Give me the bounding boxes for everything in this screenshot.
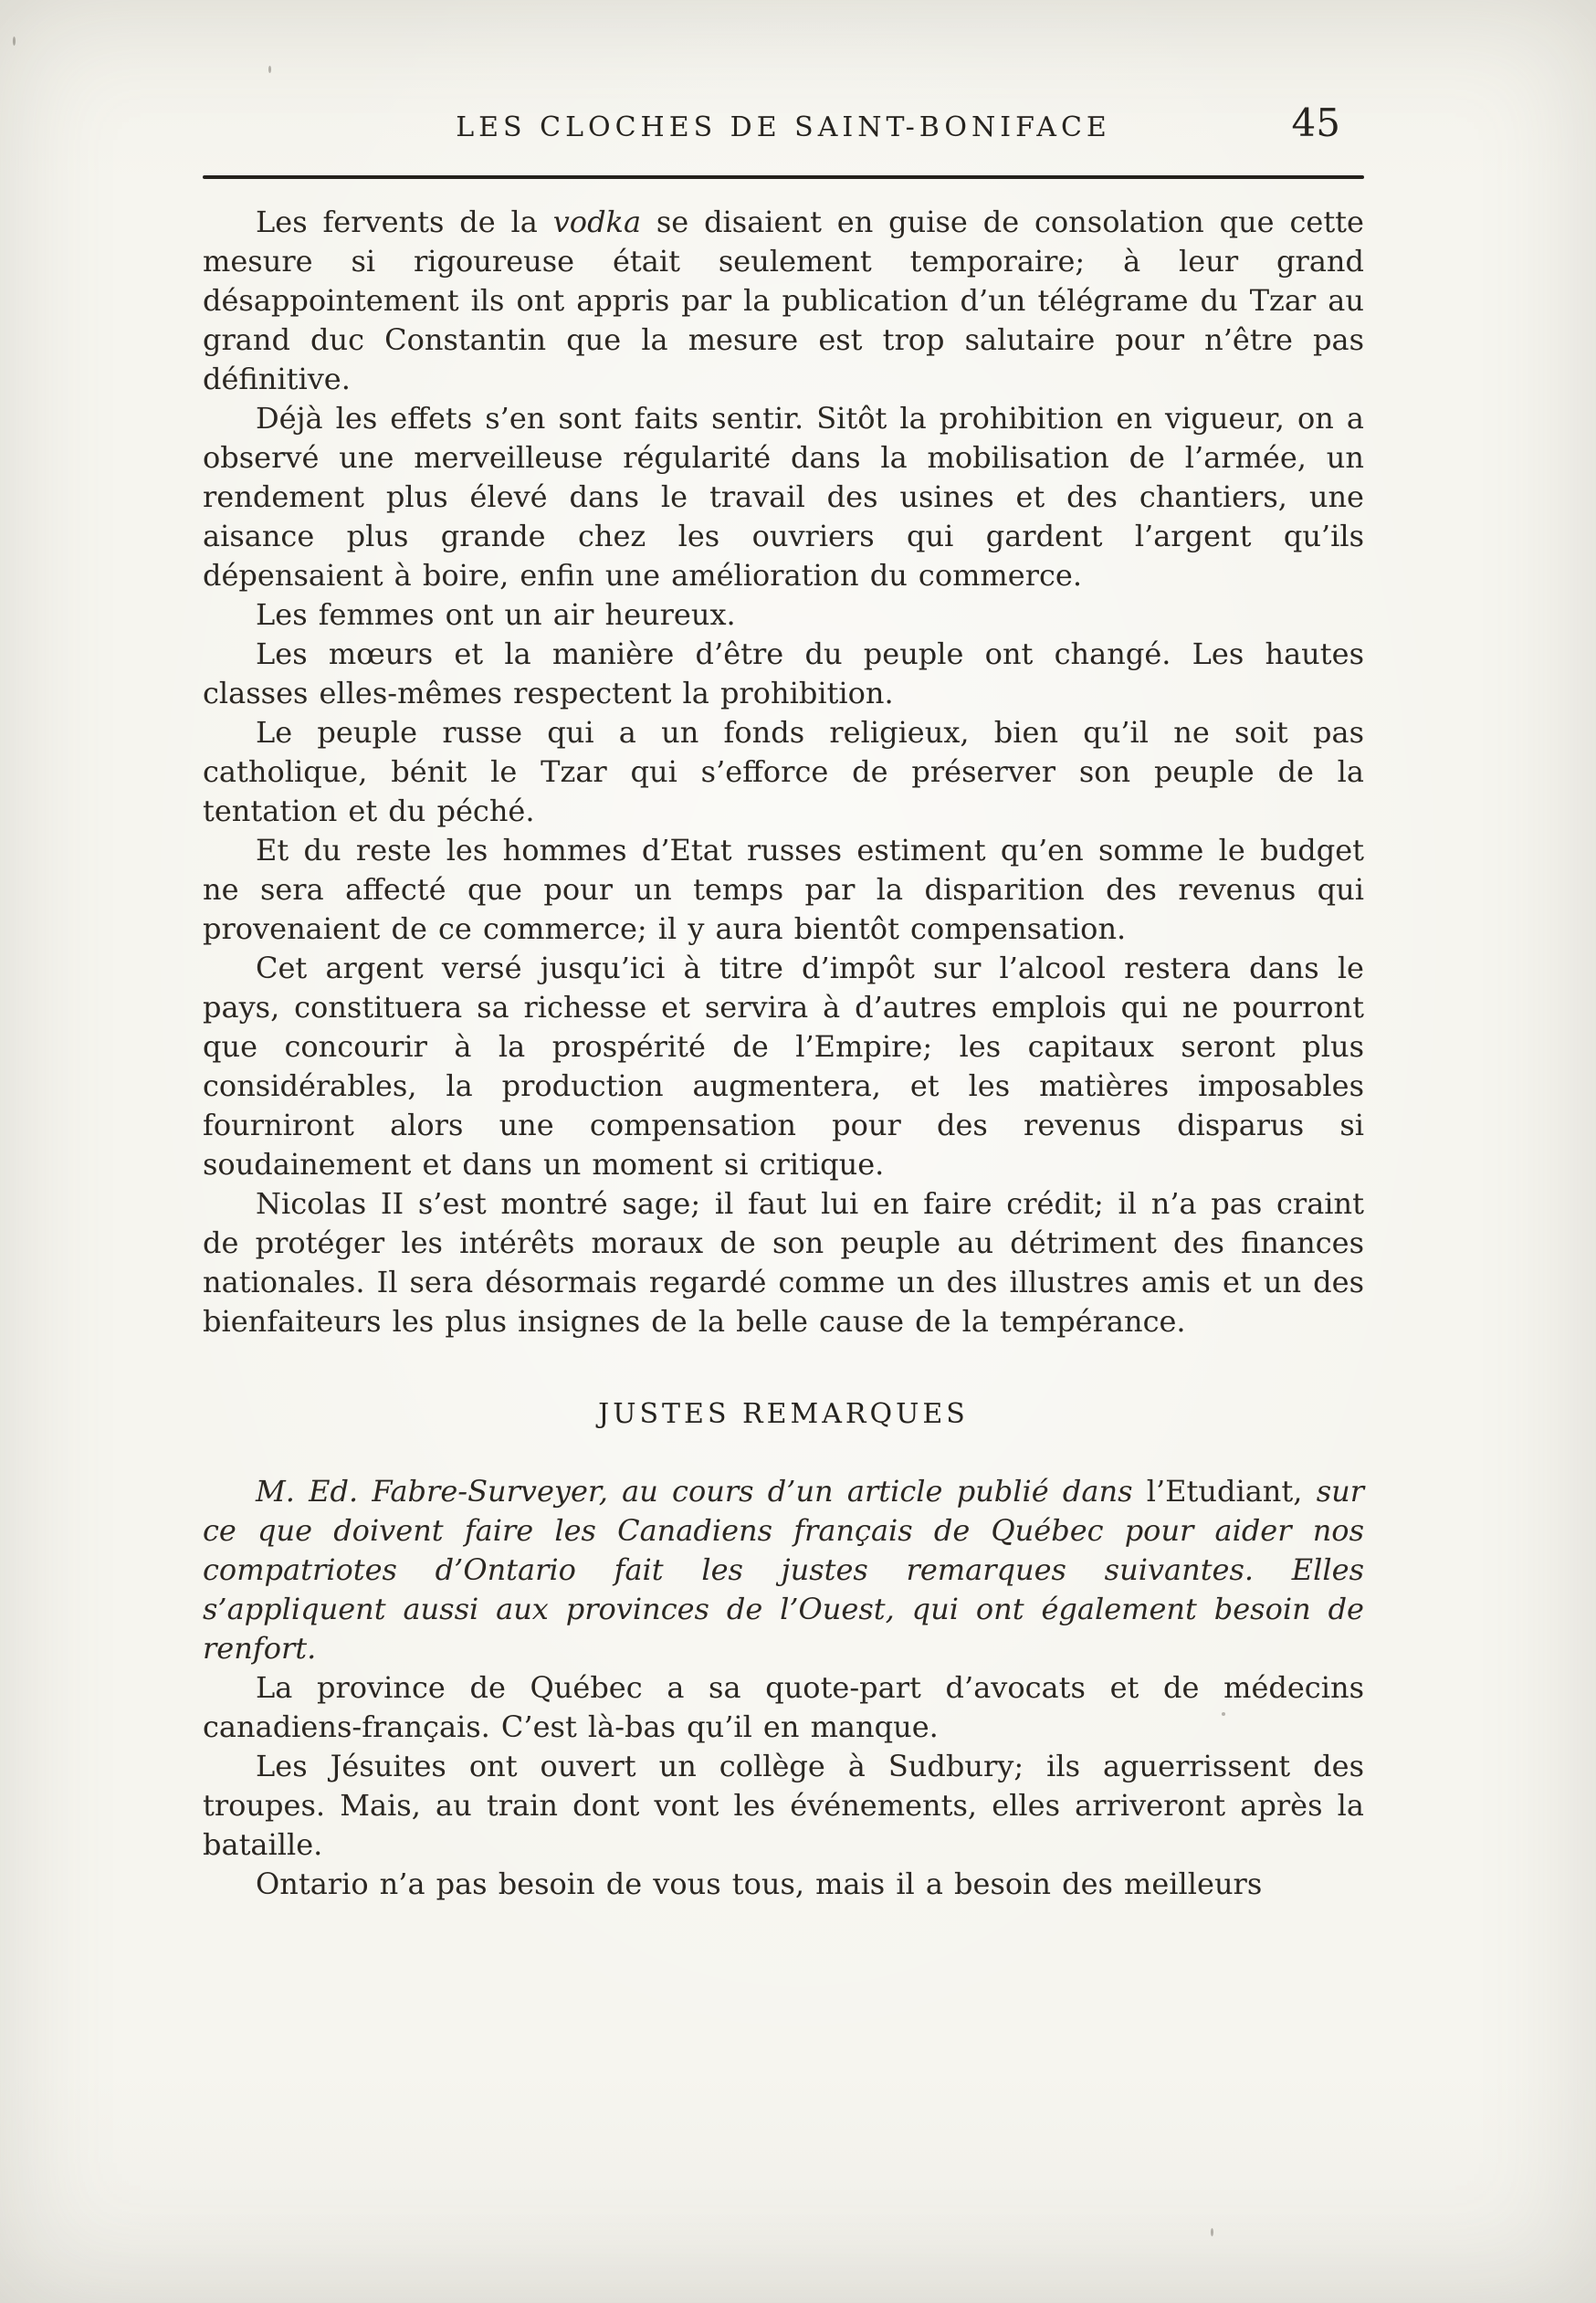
paragraph: Les femmes ont un air heureux. xyxy=(256,597,736,632)
page-body xyxy=(203,203,1364,1904)
paragraph: Le peuple russe qui a un fonds religieux, bien qu’il ne soit pas catholique, bénit le Tzar qui s’efforce de préserver son peuple de la tentation et du péché. xyxy=(203,715,1364,828)
paragraph: Les Jésuites ont ouvert un collège à Sudbury; ils aguerrissent des troupes. Mais, au train dont vont les événements, elles arriveront après la bataille. xyxy=(203,1749,1364,1862)
paragraph: Déjà les effets s’en sont faits sentir. Sitôt la prohibition en vigueur, on a observé une merveilleuse régularité dans la mobilisation de l’armée, un rendement plus élevé dans le travail des usines et des chantiers, une aisance plus grande chez les ouvriers qui gardent l’argent qu’ils dépensaient à boire, enfin une amélioration du commerce. xyxy=(203,401,1364,593)
header-rule xyxy=(203,175,1364,179)
scan-speck xyxy=(1211,2228,1213,2236)
paragraph-vodka xyxy=(203,203,1364,399)
paragraph: Les mœurs et la manière d’être du peuple ont changé. Les hautes classes elles-mêmes respectent la prohibition. xyxy=(203,636,1364,710)
page-header xyxy=(203,100,1364,161)
paragraph: Cet argent versé jusqu’ici à titre d’impôt sur l’alcool restera dans le pays, constituera sa richesse et servira à d’autres emplois qui ne pourront que concourir à la prospérité de l’Empire; les capitaux seront plus considérables, la production augmentera, et les matières imposables fourniront alors une compensation pour des revenus disparus si soudainement et dans un moment si critique. xyxy=(203,951,1364,1182)
paragraph-text: Les fervents de la xyxy=(256,205,553,239)
page-content xyxy=(203,100,1364,1904)
italic-term-vodka: vodka xyxy=(552,205,642,239)
paragraph: Et du reste les hommes d’Etat russes estiment qu’en somme le budget ne sera affecté que pour un temps par la disparition des revenus qui provenaient de ce commerce; il y aura bientôt compensation. xyxy=(203,833,1364,946)
scan-speck xyxy=(268,66,271,73)
paragraph: La province de Québec a sa quote-part d’avocats et de médecins canadiens-français. C’est là-bas qu’il en manque. xyxy=(203,1670,1364,1744)
paragraph: Ontario n’a pas besoin de vous tous, mais il a besoin des meilleurs xyxy=(256,1867,1263,1901)
scan-speck xyxy=(13,37,16,46)
paragraph: Nicolas II s’est montré sage; il faut lui en faire crédit; il n’a pas craint de protéger les intérêts moraux de son peuple au détriment des finances nationales. Il sera désormais regardé comme un des illustres amis et un des bienfaiteurs les plus insignes de la belle cause de la tempérance. xyxy=(203,1186,1364,1339)
intro-roman-title: l’Etudiant, xyxy=(1146,1474,1317,1509)
page-number: 45 xyxy=(1291,100,1340,145)
section-heading: JUSTES REMARQUES xyxy=(598,1398,969,1430)
paragraph-text: se disaient en guise de consolation que cette mesure si rigoureuse était seulement temporaire; à leur grand désappointement ils ont appris par la publication d’un télégrame du Tzar au grand duc Constantin que la mesure est trop salutaire pour n’être pas définitive. xyxy=(203,205,1364,396)
paragraph-intro-italic xyxy=(203,1472,1364,1668)
running-title: LES CLOCHES DE SAINT-BONIFACE xyxy=(456,111,1111,143)
intro-italic-text: sur ce que doivent faire les Canadiens français de Québec pour aider nos compatriotes d’Ontario fait les justes remarques suivantes. Elles s’appliquent aussi aux provinces de l’Ouest, qui ont également besoin de renfort. xyxy=(203,1474,1365,1666)
intro-italic-text: M. Ed. Fabre-Surveyer, au cours d’un article publié dans xyxy=(256,1474,1147,1509)
